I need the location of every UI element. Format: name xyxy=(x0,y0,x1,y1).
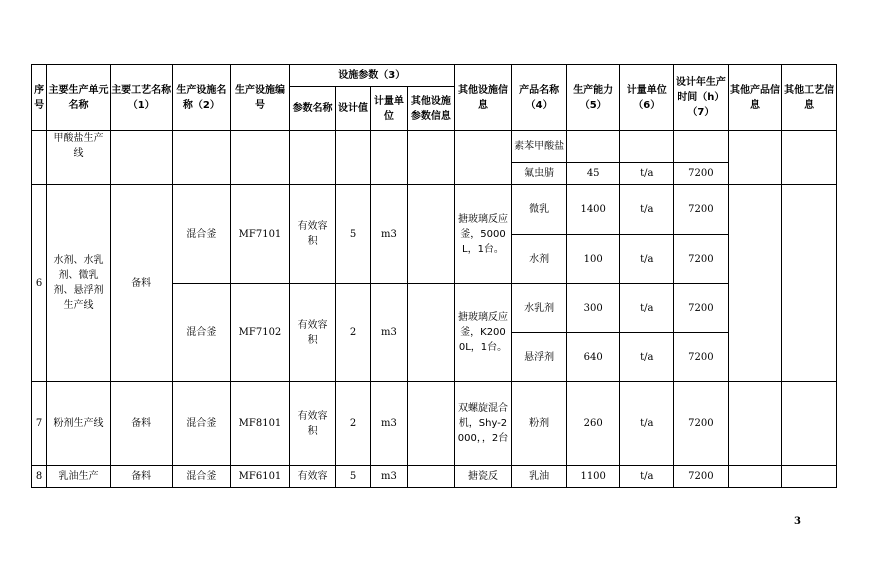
product-hours: 7200 xyxy=(674,185,729,235)
product-capacity: 1400 xyxy=(566,185,620,235)
other-facility-info: 双螺旋混合机，Shy-2000，，2台 xyxy=(454,382,512,466)
header-design-hours: 设计年生产时间（h）（7） xyxy=(674,65,729,131)
product-name: 氟虫腈 xyxy=(512,163,567,185)
header-capacity-unit: 计量单位（6） xyxy=(620,65,674,131)
design-value: 2 xyxy=(336,284,370,382)
param-name: 有效容 xyxy=(289,466,336,488)
other-params-empty xyxy=(408,466,455,488)
process-name: 备料 xyxy=(110,185,172,382)
facility-code: MF7101 xyxy=(231,185,290,284)
product-hours: 7200 xyxy=(674,235,729,284)
process-name: 备料 xyxy=(110,466,172,488)
product-unit: t/a xyxy=(620,235,674,284)
header-other-facility-info: 其他设施信息 xyxy=(454,65,512,131)
facility-code: MF7102 xyxy=(231,284,290,382)
empty-cell xyxy=(110,131,172,185)
product-hours: 7200 xyxy=(674,284,729,333)
product-unit: t/a xyxy=(620,284,674,333)
production-facility-table xyxy=(31,64,837,488)
product-capacity: 640 xyxy=(566,333,620,382)
empty-cell xyxy=(728,131,782,185)
process-name: 备料 xyxy=(110,382,172,466)
param-name: 有效容积 xyxy=(289,185,336,284)
empty-cell xyxy=(782,382,837,466)
design-value: 5 xyxy=(336,466,370,488)
product-name: 悬浮剂 xyxy=(512,333,567,382)
header-unit-name: 主要生产单元名称 xyxy=(47,65,111,131)
product-name: 水剂 xyxy=(512,235,567,284)
product-capacity xyxy=(566,131,620,163)
empty-cell xyxy=(370,131,407,185)
empty-cell xyxy=(172,131,231,185)
product-hours: 7200 xyxy=(674,382,729,466)
measure-unit: m3 xyxy=(370,185,407,284)
facility-name: 混合釜 xyxy=(172,382,231,466)
product-capacity: 300 xyxy=(566,284,620,333)
param-name: 有效容积 xyxy=(289,382,336,466)
product-name: 粉剂 xyxy=(512,382,567,466)
measure-unit: m3 xyxy=(370,284,407,382)
other-facility-info: 搪瓷反 xyxy=(454,466,512,488)
measure-unit: m3 xyxy=(370,466,407,488)
design-value: 5 xyxy=(336,185,370,284)
empty-cell xyxy=(782,131,837,185)
other-params-empty xyxy=(408,185,455,284)
unit-name: 乳油生产 xyxy=(47,466,111,488)
seq-cell-empty xyxy=(32,131,47,185)
page-number: 3 xyxy=(794,516,801,527)
product-name: 素苯甲酸盐 xyxy=(512,131,567,163)
measure-unit: m3 xyxy=(370,382,407,466)
product-unit xyxy=(620,131,674,163)
other-facility-info: 搪玻璃反应釜，K2000L，1台。 xyxy=(454,284,512,382)
unit-name-formate: 甲酸盐生产线 xyxy=(47,131,111,185)
header-other-params: 其他设施参数信息 xyxy=(408,87,455,131)
unit-name: 粉剂生产线 xyxy=(47,382,111,466)
design-value: 2 xyxy=(336,382,370,466)
product-capacity: 260 xyxy=(566,382,620,466)
product-hours: 7200 xyxy=(674,466,729,488)
empty-cell xyxy=(289,131,336,185)
product-hours xyxy=(674,131,729,163)
param-name: 有效容积 xyxy=(289,284,336,382)
facility-code: MF8101 xyxy=(231,382,290,466)
header-capacity: 生产能力（5） xyxy=(566,65,620,131)
facility-name: 混合釜 xyxy=(172,284,231,382)
empty-cell xyxy=(728,382,782,466)
facility-code: MF6101 xyxy=(231,466,290,488)
facility-name: 混合釜 xyxy=(172,185,231,284)
header-process-name: 主要工艺名称（1） xyxy=(110,65,172,131)
header-facility-name: 生产设施名称（2） xyxy=(172,65,231,131)
product-name: 乳油 xyxy=(512,466,567,488)
product-name: 微乳 xyxy=(512,185,567,235)
header-seq: 序号 xyxy=(32,65,47,131)
unit-name: 水剂、水乳剂、微乳剂、悬浮剂生产线 xyxy=(47,185,111,382)
empty-cell xyxy=(454,131,512,185)
product-hours: 7200 xyxy=(674,163,729,185)
product-capacity: 100 xyxy=(566,235,620,284)
header-measure-unit: 计量单位 xyxy=(370,87,407,131)
empty-cell xyxy=(728,185,782,382)
header-facility-code: 生产设施编号 xyxy=(231,65,290,131)
header-other-product-info: 其他产品信息 xyxy=(728,65,782,131)
product-unit: t/a xyxy=(620,163,674,185)
product-capacity: 45 xyxy=(566,163,620,185)
facility-name: 混合釜 xyxy=(172,466,231,488)
header-other-process-info: 其他工艺信息 xyxy=(782,65,837,131)
empty-cell xyxy=(336,131,370,185)
other-params-empty xyxy=(408,284,455,382)
product-name: 水乳剂 xyxy=(512,284,567,333)
seq-number: 7 xyxy=(32,382,47,466)
product-unit: t/a xyxy=(620,185,674,235)
empty-cell xyxy=(408,131,455,185)
empty-cell xyxy=(231,131,290,185)
header-product-name: 产品名称（4） xyxy=(512,65,567,131)
product-unit: t/a xyxy=(620,333,674,382)
seq-number: 6 xyxy=(32,185,47,382)
seq-number: 8 xyxy=(32,466,47,488)
empty-cell xyxy=(782,185,837,382)
empty-cell xyxy=(782,466,837,488)
product-capacity: 1100 xyxy=(566,466,620,488)
header-params-group: 设施参数（3） xyxy=(289,65,454,87)
other-params-empty xyxy=(408,382,455,466)
product-unit: t/a xyxy=(620,382,674,466)
header-design-value: 设计值 xyxy=(336,87,370,131)
product-unit: t/a xyxy=(620,466,674,488)
empty-cell xyxy=(728,466,782,488)
product-hours: 7200 xyxy=(674,333,729,382)
other-facility-info: 搪玻璃反应釜，5000L，1台。 xyxy=(454,185,512,284)
header-param-name: 参数名称 xyxy=(289,87,336,131)
